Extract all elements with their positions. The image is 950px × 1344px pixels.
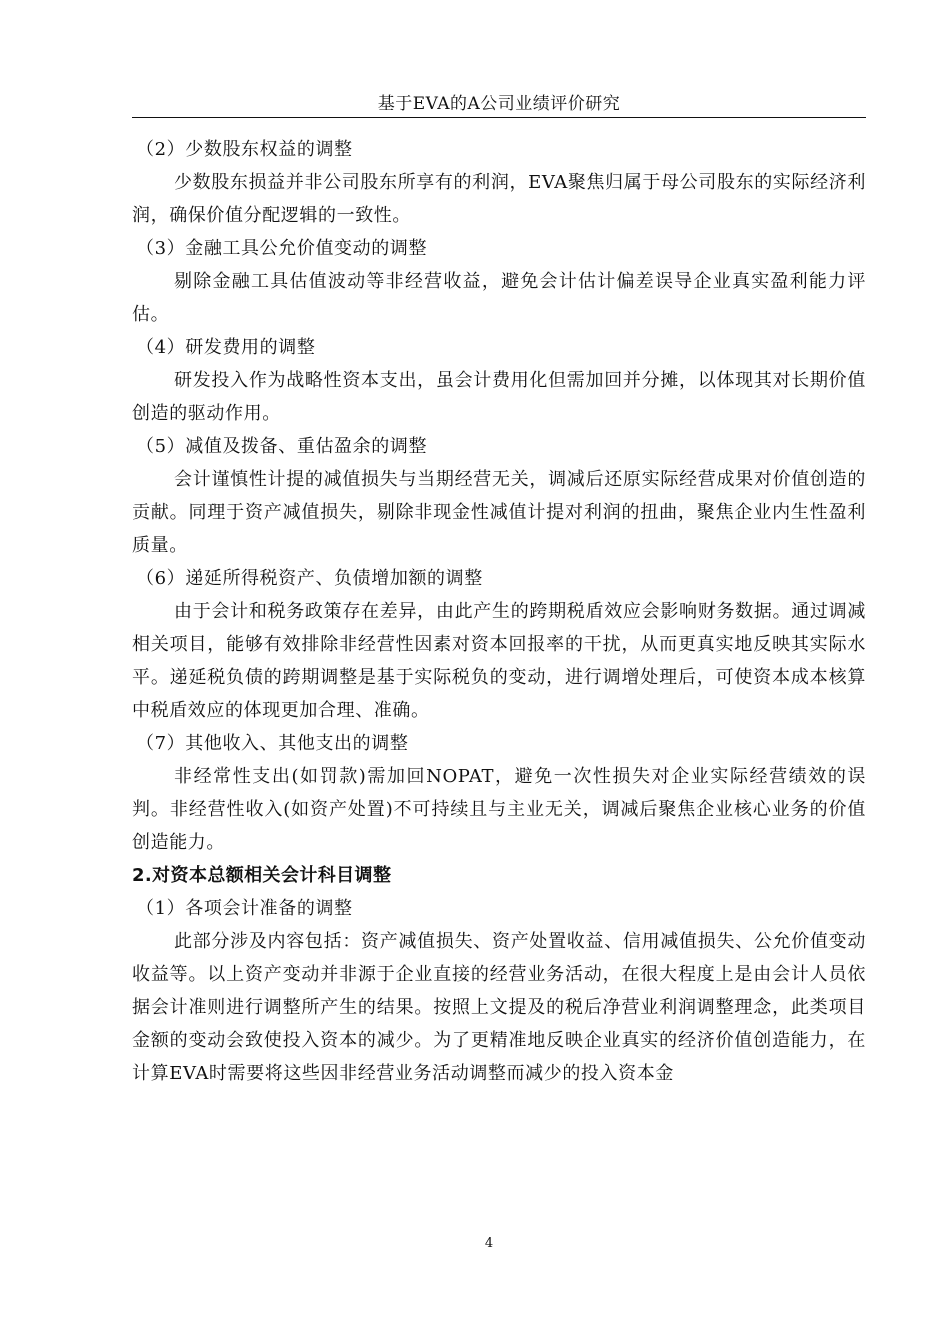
subheading-minority-interest: （2）少数股东权益的调整 xyxy=(136,139,353,160)
paragraph-impairment: 会计谨慎性计提的减值损失与当期经营无关，调减后还原实际经营成果对价值创造的贡献。同理于资产减值损失，剔除非现金性减值计提对利润的扭曲，聚焦企业内生性盈利质量。 xyxy=(132,469,866,556)
subheading-rd-expense: （4）研发费用的调整 xyxy=(136,337,316,358)
paragraph-rd-expense: 研发投入作为战略性资本支出，虽会计费用化但需加回并分摊，以体现其对长期价值创造的驱动作用。 xyxy=(132,370,866,424)
subheading-fair-value: （3）金融工具公允价值变动的调整 xyxy=(136,238,428,259)
running-header-title: 基于EVA的A公司业绩评价研究 xyxy=(377,94,621,114)
paragraph-accounting-reserves: 此部分涉及内容包括：资产减值损失、资产处置收益、信用减值损失、公允价值变动收益等。以上资产变动并非源于企业直接的经营业务活动，在很大程度上是由会计人员依据会计准则进行调整所产生的结果。按照上文提及的税后净营业利润调整理念，此类项目金额的变动会致使投入资本的减少。为了更精准地反映企业真实的经济价值创造能力，在计算EVA时需要将这些因非经营业务活动调整而减少的投入资本金 xyxy=(132,931,866,1084)
paragraph-deferred-tax: 由于会计和税务政策存在差异，由此产生的跨期税盾效应会影响财务数据。通过调减相关项目，能够有效排除非经营性因素对资本回报率的干扰，从而更真实地反映其实际水平。递延税负债的跨期调整是基于实际税负的变动，进行调增处理后，可使资本成本核算中税盾效应的体现更加合理、准确。 xyxy=(132,601,866,721)
page-number: 4 xyxy=(484,1236,494,1251)
subheading-other-income: （7）其他收入、其他支出的调整 xyxy=(136,733,409,754)
header-rule xyxy=(132,117,866,118)
paragraph-minority-interest: 少数股东损益并非公司股东所享有的利润，EVA聚焦归属于母公司股东的实际经济利润，确保价值分配逻辑的一致性。 xyxy=(132,172,866,226)
subheading-accounting-reserves: （1）各项会计准备的调整 xyxy=(136,898,353,919)
paragraph-other-income: 非经常性支出(如罚款)需加回NOPAT，避免一次性损失对企业实际经营绩效的误判。非经营性收入(如资产处置)不可持续且与主业无关，调减后聚焦企业核心业务的价值创造能力。 xyxy=(132,766,866,853)
section-heading-capital-adjustment: 2.对资本总额相关会计科目调整 xyxy=(132,865,392,886)
subheading-deferred-tax: （6）递延所得税资产、负债增加额的调整 xyxy=(136,568,483,589)
page-body xyxy=(132,133,866,1090)
subheading-impairment: （5）减值及拨备、重估盈余的调整 xyxy=(136,436,428,457)
paragraph-fair-value: 剔除金融工具估值波动等非经营收益，避免会计估计偏差误导企业真实盈利能力评估。 xyxy=(132,271,866,325)
